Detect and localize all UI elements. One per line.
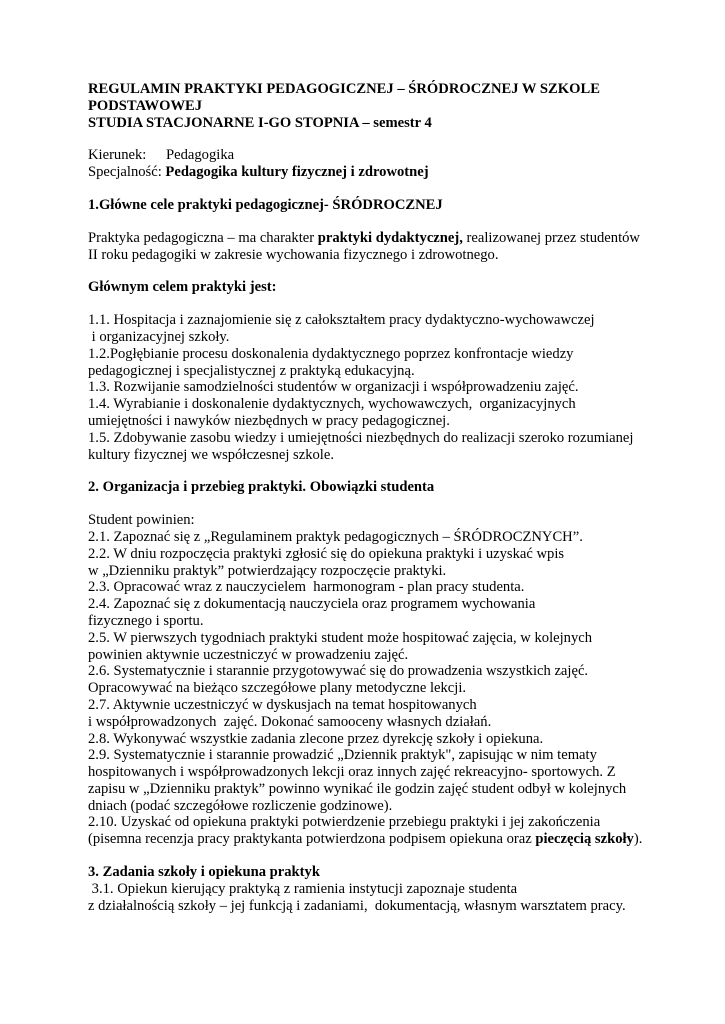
duty-line: powinien aktywnie uczestniczyć w prowadzeniu zajęć. [88, 646, 409, 663]
duty-line: 2.3. Opracować wraz z nauczycielem harmonogram - plan pracy studenta. [88, 579, 525, 596]
goal-line: pedagogicznej i specjalistycznej z praktyką edukacyjną. [88, 362, 415, 379]
duty-line-last [88, 831, 688, 848]
goal-line: 1.3. Rozwijanie samodzielności studentów w organizacji i współprowadzeniu zajęć. [88, 379, 579, 396]
goal-line: kultury fizycznej we współczesnej szkole. [88, 446, 334, 463]
title-line-1: REGULAMIN PRAKTYKI PEDAGOGICZNEJ – ŚRÓDROCZNEJ W SZKOLE [88, 81, 600, 97]
section-1-intro-line-2: II roku pedagogiki w zakresie wychowania fizycznego i zdrowotnego. [88, 246, 499, 263]
specjalnosc-label: Specjalność: [88, 164, 162, 181]
duty-line: zapisu w „Dzienniku praktyk” powinno wynikać ile godzin zajęć student odbył w kolejnych [88, 780, 627, 797]
goal-line: 1.4. Wyrabianie i doskonalenie dydaktycznych, wychowawczych, organizacyjnych [88, 396, 576, 413]
duty-last-text: (pisemna recenzja pracy praktykanta potwierdzona podpisem opiekuna oraz [88, 831, 536, 848]
intro-bold-text: praktyki dydaktycznej, [317, 229, 463, 246]
duty-line: w „Dzienniku praktyk” potwierdzający rozpoczęcie praktyki. [88, 562, 447, 579]
duty-line: 2.1. Zapoznać się z „Regulaminem praktyk pedagogicznych – ŚRÓDROCZNYCH”. [88, 528, 583, 545]
intro-text: Praktyka pedagogiczna – ma charakter [88, 229, 318, 246]
section-1-heading: 1.Główne cele praktyki pedagogicznej- ŚRÓDROCZNEJ [88, 196, 443, 213]
duty-line: dniach (podać szczegółowe rozliczenie godzinowe). [88, 797, 393, 814]
section-2-intro: Student powinien: [88, 512, 195, 529]
section-3-heading: 3. Zadania szkoły i opiekuna praktyk [88, 864, 320, 881]
school-tasks-list [88, 881, 688, 915]
document-page [88, 81, 688, 914]
section-2-heading: 2. Organizacja i przebieg praktyki. Obowiązki studenta [88, 479, 435, 496]
duty-line: 2.7. Aktywnie uczestniczyć w dyskusjach na temat hospitowanych [88, 696, 477, 713]
section-1-intro [88, 230, 688, 247]
duty-line: 2.2. W dniu rozpoczęcia praktyki zgłosić się do opiekuna praktyki i uzyskać wpis [88, 545, 565, 562]
title-line-3: STUDIA STACJONARNE I-GO STOPNIA – semestr 4 [88, 114, 432, 131]
duty-line: 2.6. Systematycznie i starannie przygotowywać się do prowadzenia wszystkich zajęć. [88, 663, 589, 680]
specjalnosc-value: Pedagogika kultury fizycznej i zdrowotnej [165, 164, 429, 181]
kierunek-row [88, 147, 688, 164]
goal-line: umiejętności i nawyków niezbędnych w pracy pedagogicznej. [88, 412, 450, 429]
duty-line: 2.9. Systematycznie i starannie prowadzić „Dziennik praktyk", zapisując w nim tematy [88, 747, 597, 764]
duty-line: Opracowywać na bieżąco szczegółowe plany metodyczne lekcji. [88, 680, 467, 697]
duties-list [88, 529, 688, 848]
title-line-2: PODSTAWOWEJ [88, 97, 203, 114]
specjalnosc-row [88, 164, 688, 181]
duty-line: 2.4. Zapoznać się z dokumentacją nauczyciela oraz programem wychowania [88, 596, 536, 613]
intro-text-end: realizowanej przez studentów [462, 229, 640, 246]
duty-line: 2.5. W pierwszych tygodniach praktyki student może hospitować zajęcia, w kolejnych [88, 629, 593, 646]
duty-line: hospitowanych i współprowadzonych lekcji oraz innych zajęć rekreacyjno- sportowych. Z [88, 764, 616, 781]
duty-last-bold: pieczęcią szkoły [535, 831, 634, 848]
duty-line: fizycznego i sportu. [88, 612, 204, 629]
kierunek-value: Pedagogika [166, 147, 235, 164]
duty-line: 2.10. Uzyskać od opiekuna praktyki potwierdzenie przebiegu praktyki i jej zakończenia [88, 814, 601, 831]
kierunek-label: Kierunek: [88, 147, 147, 164]
school-task-line: z działalnością szkoły – jej funkcją i zadaniami, dokumentacją, własnym warsztatem pracy. [88, 897, 626, 914]
goal-line: i organizacyjnej szkoły. [88, 328, 230, 345]
school-task-line: 3.1. Opiekun kierujący praktyką z ramienia instytucji zapoznaje studenta [88, 880, 518, 897]
duty-line: i współprowadzonych zajęć. Dokonać samooceny własnych działań. [88, 713, 492, 730]
duty-line: 2.8. Wykonywać wszystkie zadania zlecone przez dyrekcję szkoły i opiekuna. [88, 730, 544, 747]
goals-list [88, 312, 688, 463]
goal-line: 1.5. Zdobywanie zasobu wiedzy i umiejętności niezbędnych do realizacji szeroko rozumianej [88, 429, 634, 446]
goal-line: 1.2.Pogłębianie procesu doskonalenia dydaktycznego poprzez konfrontacje wiedzy [88, 345, 574, 362]
goal-line: 1.1. Hospitacja i zaznajomienie się z całokształtem pracy dydaktyczno-wychowawczej [88, 312, 595, 329]
goal-heading: Głównym celem praktyki jest: [88, 279, 277, 296]
document-title [88, 81, 688, 131]
duty-last-end: ). [633, 831, 643, 848]
